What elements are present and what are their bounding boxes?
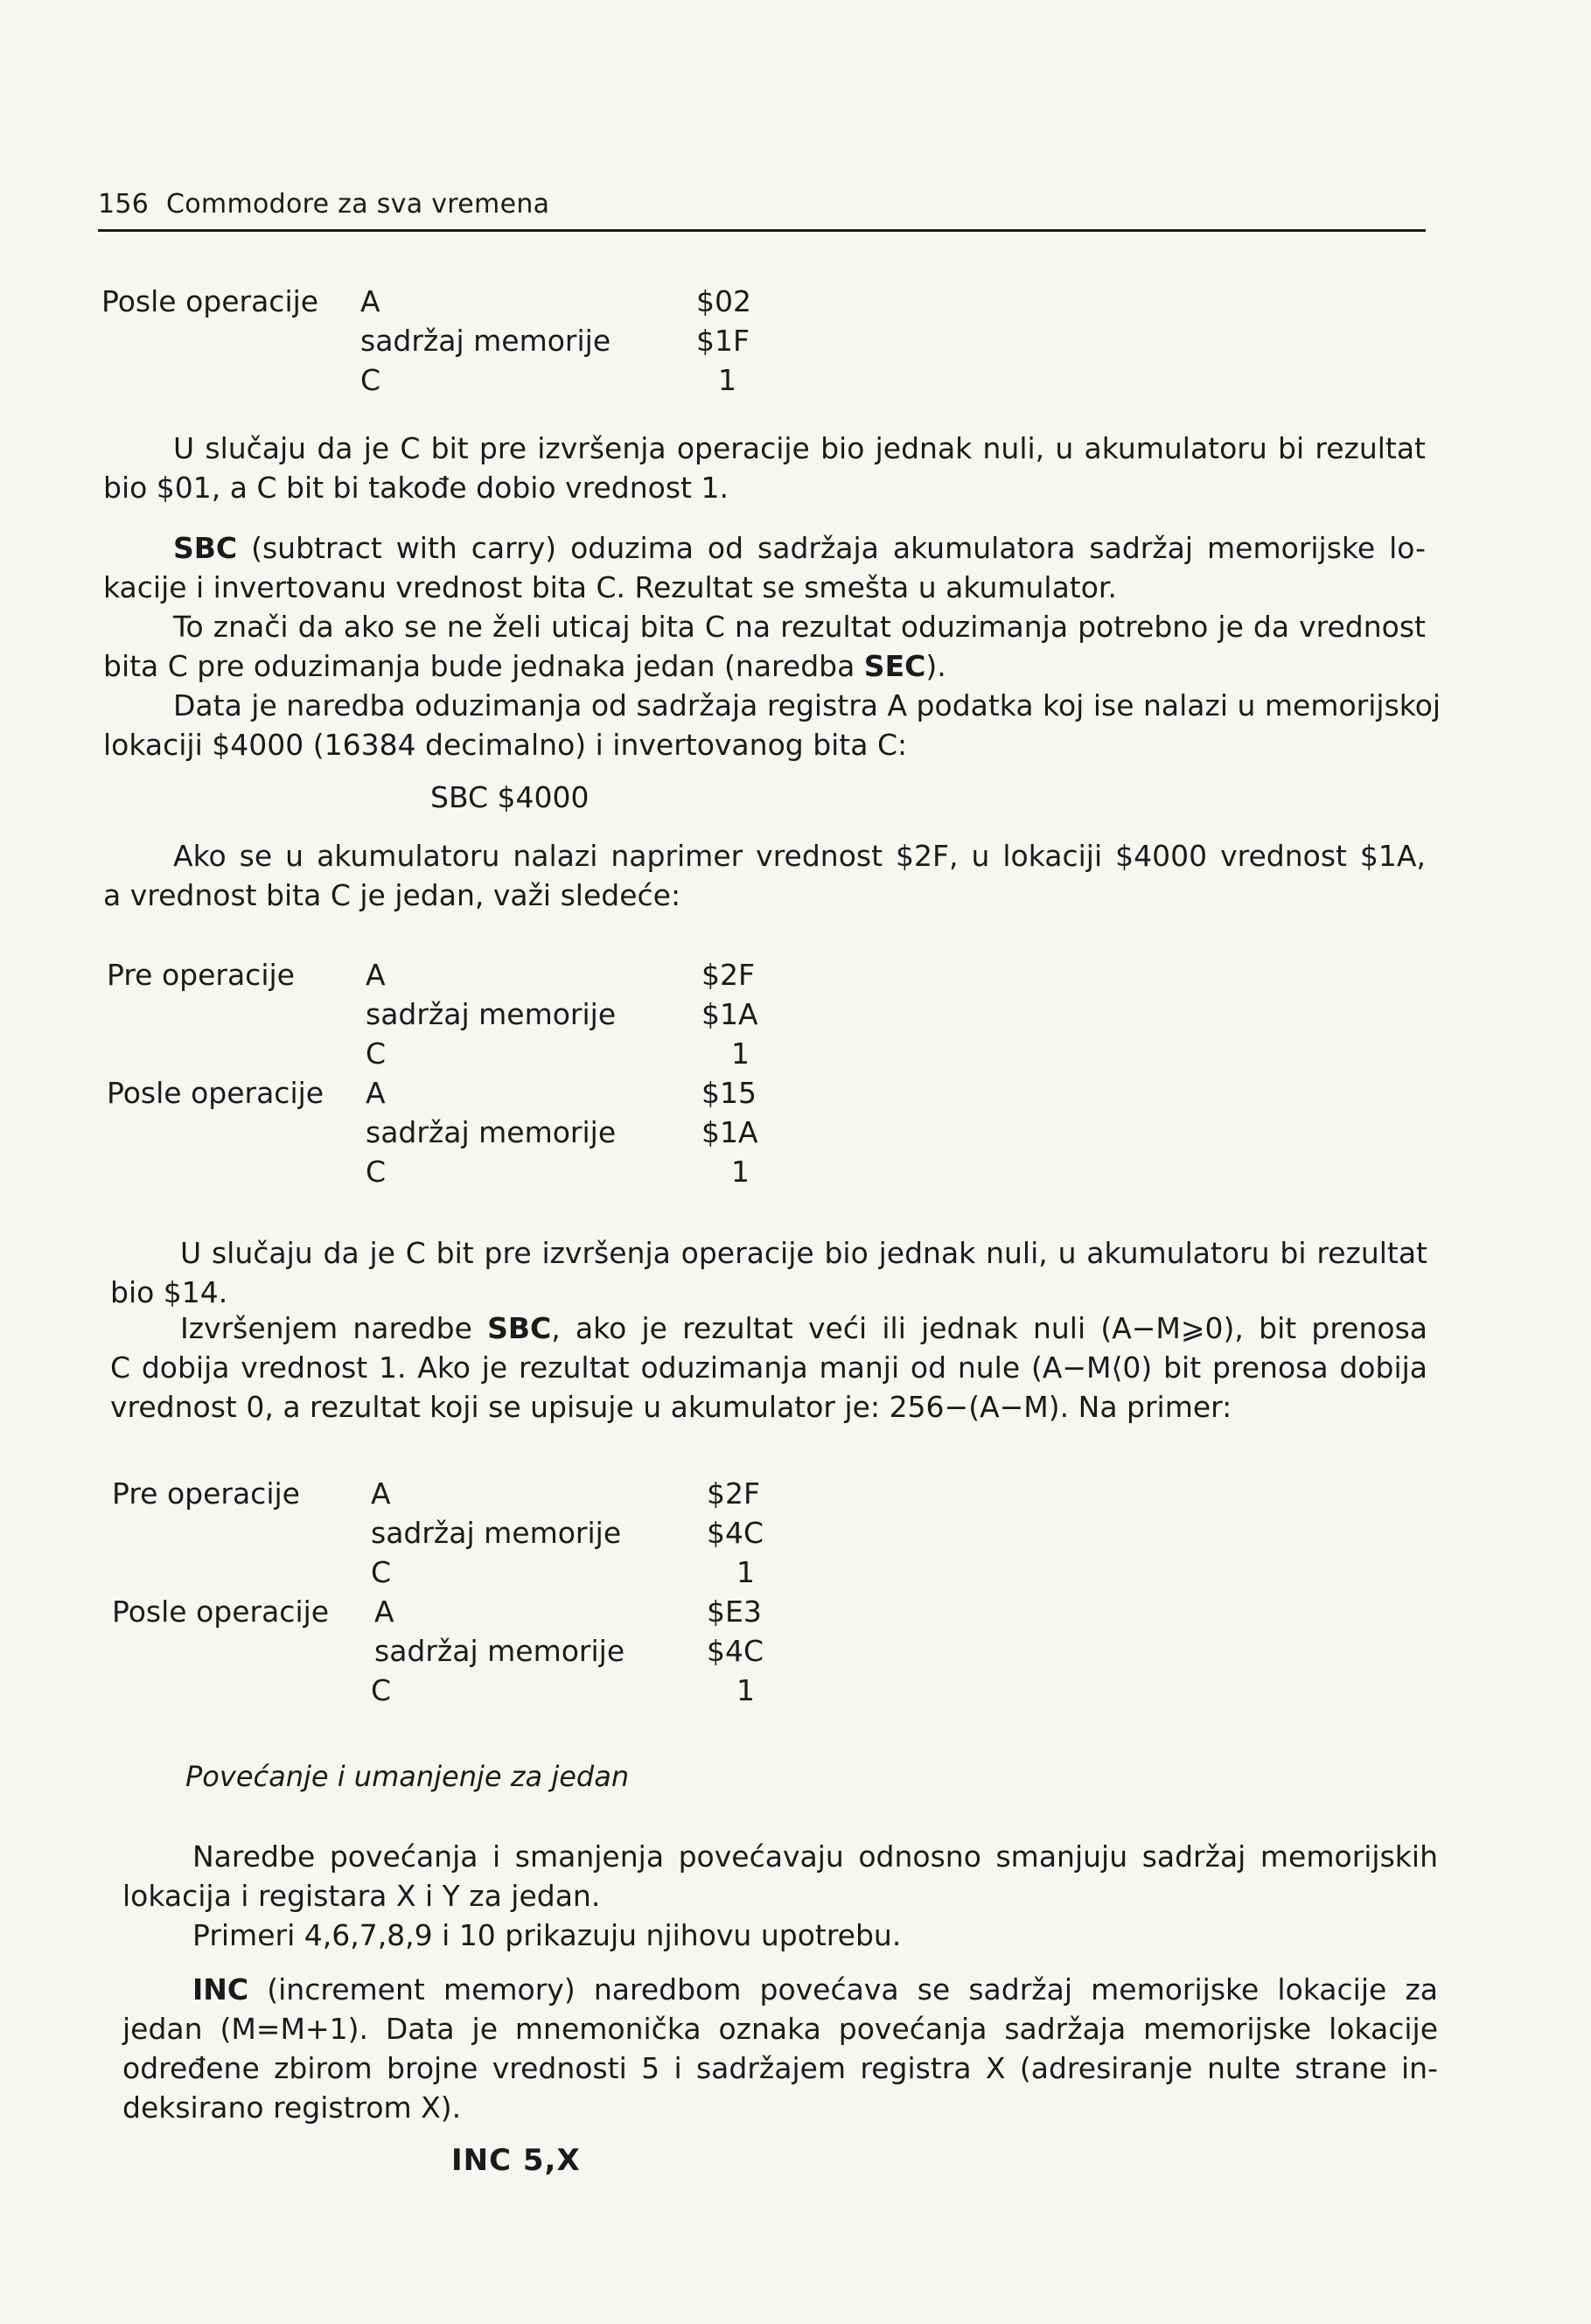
text-line: deksirano registrom X).: [122, 2090, 462, 2125]
table-value: 1: [736, 1673, 755, 1707]
table-field: A: [371, 1476, 391, 1511]
text-line: Data je naredba oduzimanja od sadržaja registra A podatka koj ise nalazi u memorijskoj: [173, 688, 1441, 722]
paragraph: [110, 1233, 1427, 1312]
table-value: $4C: [707, 1516, 764, 1550]
sbc-term: SBC: [487, 1311, 552, 1345]
table-value: $2F: [707, 1476, 760, 1511]
text-line: [103, 528, 1426, 568]
table-field: C: [360, 363, 381, 397]
text-line: bio $01, a C bit bi takođe dobio vrednost 1.: [103, 471, 729, 505]
register-table-2: [107, 955, 806, 1191]
inc-paragraph: [122, 1970, 1438, 2127]
text-line: Primeri 4,6,7,8,9 i 10 prikazuju njihovu upotrebu.: [192, 1918, 902, 1952]
table-row: [112, 1513, 812, 1553]
table-field: C: [366, 1036, 387, 1071]
text-line: [122, 1970, 1438, 2009]
sbc-term: SBC: [173, 531, 238, 565]
table-value: 1: [736, 1555, 755, 1589]
text-line: lokaciji $4000 (16384 decimalno) i invertovanog bita C:: [103, 728, 908, 762]
table-row: [101, 321, 766, 360]
table-label: Posle operacije: [101, 284, 319, 318]
table-row: [112, 1631, 812, 1671]
table-field: A: [366, 1076, 386, 1110]
table-field: C: [366, 1155, 387, 1189]
text-line: bio $14.: [110, 1275, 228, 1309]
table-label: Posle operacije: [107, 1076, 324, 1110]
paragraph: [103, 836, 1426, 915]
code-line: SBC $4000: [430, 780, 590, 814]
table-value: $1F: [696, 324, 750, 358]
table-row: [112, 1671, 812, 1710]
table-value: 1: [731, 1155, 750, 1189]
paragraph: [103, 429, 1426, 507]
section-title: Povećanje i umanjenje za jedan: [185, 1760, 630, 1793]
paragraph: [110, 1309, 1427, 1427]
register-table-3: [112, 1474, 812, 1710]
text-line: U slučaju da je C bit pre izvršenja operacije bio jednak nuli, u akumulatoru bi rezultat: [173, 431, 1426, 465]
text-fragment: (increment memory) naredbom povećava se sadržaj memorijske lokacije za: [248, 1972, 1438, 2006]
table-row: [112, 1553, 812, 1592]
running-title: Commodore za sva vremena: [166, 189, 550, 220]
table-value: $1A: [701, 997, 758, 1031]
text-line: [110, 1309, 1427, 1348]
table-row: [101, 360, 766, 400]
text-fragment: bita C pre oduzimanja bude jednaka jedan (naredba: [103, 649, 864, 683]
table-field: sadržaj memorije: [366, 997, 617, 1031]
inc-term: INC: [192, 1972, 249, 2006]
table-value: $02: [696, 284, 751, 318]
text-line: određene zbirom brojne vrednosti 5 i sadržajem registra X (adresiranje nulte strane in-: [122, 2051, 1438, 2085]
table-value: 1: [731, 1036, 750, 1071]
table-row: [112, 1474, 812, 1513]
table-value: $1A: [701, 1115, 758, 1149]
text-line: jedan (M=M+1). Data je mnemonička oznaka povećanja sadržaja memorijske lokacije: [122, 2012, 1438, 2046]
table-value: $4C: [707, 1634, 764, 1668]
paragraph: [103, 686, 1441, 764]
table-field: A: [374, 1595, 394, 1629]
table-row: [107, 1113, 806, 1152]
table-label: Pre operacije: [112, 1476, 300, 1511]
text-line: lokacija i registara X i Y za jedan.: [122, 1879, 601, 1913]
paragraph: [122, 1837, 1438, 1955]
sbc-paragraph: [103, 528, 1426, 686]
table-field: A: [366, 958, 386, 992]
table-row: [107, 1152, 806, 1191]
table-field: sadržaj memorije: [366, 1115, 617, 1149]
text-line: U slučaju da je C bit pre izvršenja operacije bio jednak nuli, u akumulatoru bi rezultat: [180, 1236, 1427, 1270]
text-line: C dobija vrednost 1. Ako je rezultat oduzimanja manji od nule (A−M⟨0) bit prenosa dobija: [110, 1350, 1427, 1385]
table-row: [107, 1073, 806, 1113]
text-line: kacije i invertovanu vrednost bita C. Rezultat se smešta u akumulator.: [103, 570, 1117, 604]
table-value: $2F: [701, 958, 755, 992]
table-field: sadržaj memorije: [360, 324, 611, 358]
text-line: Naredbe povećanja i smanjenja povećavaju odnosno smanjuju sadržaj memorijskih: [192, 1839, 1438, 1874]
text-fragment: Izvršenjem naredbe: [180, 1311, 488, 1345]
table-label: Pre operacije: [107, 958, 295, 992]
table-field: C: [371, 1555, 392, 1589]
table-value: $15: [701, 1076, 757, 1110]
table-row: [101, 282, 766, 321]
table-row: [107, 995, 806, 1034]
text-line: vrednost 0, a rezultat koji se upisuje u akumulator je: 256−(A−M). Na primer:: [110, 1390, 1232, 1424]
text-fragment: (subtract with carry) oduzima od sadržaja akumulatora sadržaj memorijske lo-: [237, 531, 1426, 565]
sec-term: SEC: [863, 649, 926, 683]
table-field: A: [360, 284, 380, 318]
table-field: C: [371, 1673, 392, 1707]
page-number: 156: [98, 189, 150, 220]
text-fragment: ).: [925, 649, 946, 683]
table-field: sadržaj memorije: [371, 1516, 622, 1550]
text-fragment: , ako je rezultat veći ili jednak nuli (A−M⩾0), bit prenosa: [551, 1311, 1427, 1345]
text-line: [103, 646, 1426, 686]
text-line: Ako se u akumulatoru nalazi naprimer vrednost $2F, u lokaciji $4000 vrednost $1A,: [173, 839, 1426, 873]
code-line: INC 5,X: [451, 2143, 581, 2178]
table-row: [107, 1034, 806, 1073]
table-field: sadržaj memorije: [374, 1634, 625, 1668]
table-value: $E3: [707, 1595, 762, 1629]
text-line: To znači da ako se ne želi uticaj bita C na rezultat oduzimanja potrebno je da vrednost: [173, 610, 1426, 644]
table-value: 1: [718, 363, 736, 397]
table-label: Posle operacije: [112, 1595, 330, 1629]
header-rule: [98, 229, 1426, 232]
table-row: [112, 1592, 812, 1631]
text-line: a vrednost bita C je jedan, važi sledeće:: [103, 878, 681, 912]
running-head: [98, 189, 549, 220]
table-row: [107, 955, 806, 995]
register-table-1: [101, 282, 766, 400]
